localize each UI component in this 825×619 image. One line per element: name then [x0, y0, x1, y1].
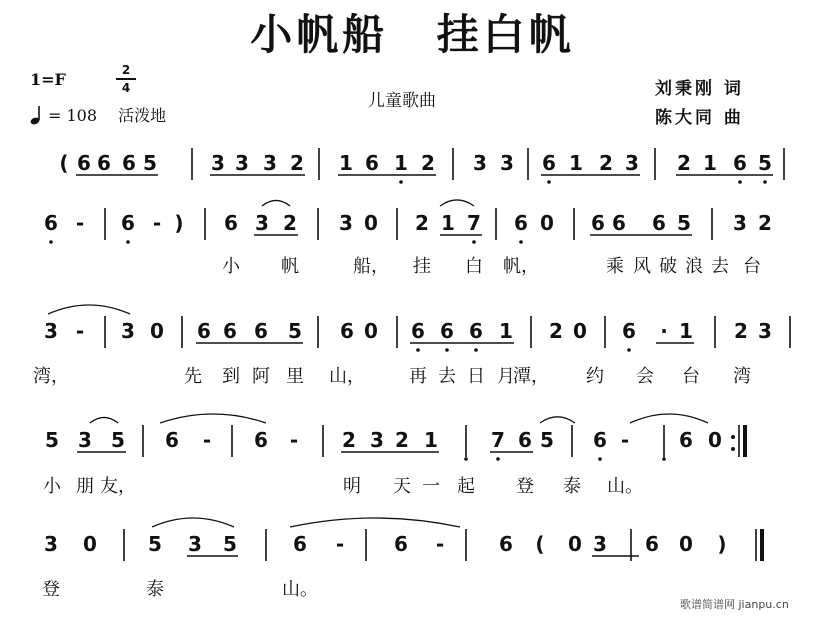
slur [48, 305, 130, 314]
note: 0 [540, 211, 554, 235]
lyric-syllable: 山。 [282, 579, 318, 600]
lyric-syllable: 小 [222, 256, 240, 277]
low-octave-dot [49, 240, 53, 244]
note: ) [174, 211, 184, 235]
note: 5 [758, 151, 772, 175]
final-thick-barline [760, 529, 764, 561]
note: 1 [569, 151, 583, 175]
note: · [660, 319, 668, 343]
note: 5 [223, 532, 237, 556]
note: 1 [339, 151, 353, 175]
note: 1 [394, 151, 408, 175]
note: 6 [394, 532, 408, 556]
note: 6 [518, 428, 532, 452]
lyric-syllable: 朋 [76, 476, 94, 497]
note: 6 [224, 211, 238, 235]
key-signature: 1=F [30, 70, 66, 89]
note: 6 [77, 151, 91, 175]
note: 2 [342, 428, 356, 452]
note: - [152, 211, 162, 235]
lyric-syllable: 友， [100, 476, 136, 497]
note: 5 [111, 428, 125, 452]
lyric-syllable: 去 [438, 366, 456, 387]
lyric-syllable: 潭， [513, 366, 549, 387]
note: 3 [235, 151, 249, 175]
note: 5 [540, 428, 554, 452]
note: 3 [263, 151, 277, 175]
note: 6 [593, 428, 607, 452]
lyric-syllable: 山， [329, 366, 365, 387]
lyric-syllable: 先 [184, 366, 202, 387]
lyric-syllable: 起 [457, 476, 475, 497]
note: 6 [733, 151, 747, 175]
note: - [335, 532, 345, 556]
note: 0 [679, 532, 693, 556]
lyric-syllable: 山。 [607, 476, 643, 497]
low-octave-dot [399, 180, 403, 184]
note: 7 [467, 211, 481, 235]
lyric-syllable: 小 [43, 476, 61, 497]
note: 6 [514, 211, 528, 235]
low-octave-dot [416, 348, 420, 352]
note: 3 [78, 428, 92, 452]
lyric-syllable: 到 [222, 366, 240, 387]
note: - [75, 211, 85, 235]
lyric-syllable: 浪 [685, 256, 703, 277]
note: 2 [290, 151, 304, 175]
note: 6 [223, 319, 237, 343]
low-octave-dot [496, 457, 500, 461]
lyric-syllable: 一 [422, 476, 440, 497]
note: 3 [44, 532, 58, 556]
note: 3 [255, 211, 269, 235]
lyric-syllable: 再 [409, 366, 427, 387]
note: 2 [415, 211, 429, 235]
low-octave-dot [763, 180, 767, 184]
note: ( [535, 532, 545, 556]
low-octave-dot [464, 457, 468, 461]
note: 3 [188, 532, 202, 556]
lyric-syllable: 约 [586, 366, 604, 387]
note: 6 [165, 428, 179, 452]
time-signature-bottom: 4 [121, 80, 131, 95]
note: 6 [197, 319, 211, 343]
low-octave-dot [445, 348, 449, 352]
note: 6 [254, 319, 268, 343]
note: 3 [500, 151, 514, 175]
note: 6 [365, 151, 379, 175]
lyric-syllable: 登 [516, 476, 534, 497]
note: 2 [283, 211, 297, 235]
note: 6 [652, 211, 666, 235]
note: 0 [83, 532, 97, 556]
low-octave-dot [738, 180, 742, 184]
note: 6 [469, 319, 483, 343]
low-octave-dot [474, 348, 478, 352]
repeat-thick-barline [743, 425, 747, 457]
note: 2 [758, 211, 772, 235]
low-octave-dot [126, 240, 130, 244]
note: 1 [499, 319, 513, 343]
note: 2 [677, 151, 691, 175]
note: 6 [293, 532, 307, 556]
lyric-syllable: 月 [497, 366, 515, 387]
lyric-syllable: 挂 [413, 256, 431, 277]
time-signature-top: 2 [121, 63, 131, 77]
slur [290, 518, 460, 527]
note: 5 [143, 151, 157, 175]
note: 5 [45, 428, 59, 452]
note: 6 [499, 532, 513, 556]
lyric-syllable: 阿 [252, 366, 270, 387]
note: 6 [44, 211, 58, 235]
note: 6 [622, 319, 636, 343]
lyricist-credit: 刘秉刚 词 [655, 79, 744, 99]
lyric-syllable: 帆， [503, 256, 539, 277]
note: 5 [677, 211, 691, 235]
slur [540, 417, 575, 423]
note: 0 [708, 428, 722, 452]
lyric-syllable: 台 [743, 256, 761, 277]
lyric-syllable: 登 [42, 579, 60, 600]
slur [440, 200, 474, 206]
note: 6 [440, 319, 454, 343]
note: 6 [591, 211, 605, 235]
note: 5 [288, 319, 302, 343]
lyric-syllable: 船， [353, 256, 389, 277]
song-title: 小帆船 挂白帆 [250, 10, 575, 59]
note: 0 [573, 319, 587, 343]
note: 1 [441, 211, 455, 235]
note: 0 [568, 532, 582, 556]
note: 3 [121, 319, 135, 343]
note: 3 [473, 151, 487, 175]
slur [152, 518, 234, 527]
lyric-syllable: 日 [467, 366, 485, 387]
note: 6 [645, 532, 659, 556]
slur [630, 414, 708, 423]
note: 0 [150, 319, 164, 343]
slur [90, 417, 118, 423]
note: 0 [364, 319, 378, 343]
note: 3 [758, 319, 772, 343]
note: 2 [599, 151, 613, 175]
repeat-dot [731, 447, 735, 451]
note: 3 [44, 319, 58, 343]
note: - [75, 319, 85, 343]
tempo-expression: 活泼地 [118, 106, 167, 125]
low-octave-dot [547, 180, 551, 184]
lyric-syllable: 乘 [606, 256, 624, 277]
lyric-syllable: 里 [286, 366, 304, 387]
note: 6 [122, 151, 136, 175]
note: 0 [364, 211, 378, 235]
note: 6 [340, 319, 354, 343]
lyric-syllable: 去 [711, 256, 729, 277]
low-octave-dot [627, 348, 631, 352]
low-octave-dot [662, 457, 666, 461]
composer-credit: 陈大同 曲 [655, 108, 744, 128]
lyric-syllable: 天 [393, 476, 411, 497]
note: ) [717, 532, 727, 556]
lyric-syllable: 明 [343, 476, 361, 497]
genre-label: 儿童歌曲 [368, 91, 436, 111]
slur [160, 414, 266, 423]
note: 3 [733, 211, 747, 235]
note: 2 [549, 319, 563, 343]
repeat-dot [731, 435, 735, 439]
lyric-syllable: 白 [465, 256, 483, 277]
low-octave-dot [472, 240, 476, 244]
note: 2 [734, 319, 748, 343]
lyric-syllable: 帆 [281, 256, 299, 277]
tempo-value: = 108 [48, 106, 98, 125]
note: 6 [679, 428, 693, 452]
note: - [202, 428, 212, 452]
note: 7 [491, 428, 505, 452]
note: 1 [424, 428, 438, 452]
note: 3 [339, 211, 353, 235]
low-octave-dot [519, 240, 523, 244]
note: 2 [395, 428, 409, 452]
note: 5 [148, 532, 162, 556]
note: 6 [97, 151, 111, 175]
note: - [289, 428, 299, 452]
note: 6 [411, 319, 425, 343]
lyric-syllable: 风 [633, 256, 651, 277]
note: - [620, 428, 630, 452]
slur [262, 200, 290, 206]
note: 1 [703, 151, 717, 175]
note: 3 [593, 532, 607, 556]
lyric-syllable: 湾， [33, 366, 69, 387]
note: 6 [612, 211, 626, 235]
note: 2 [421, 151, 435, 175]
low-octave-dot [598, 457, 602, 461]
note: 3 [370, 428, 384, 452]
note: 6 [121, 211, 135, 235]
lyric-syllable: 泰 [146, 579, 164, 600]
lyric-syllable: 台 [682, 366, 700, 387]
lyric-syllable: 会 [636, 366, 654, 387]
lyric-syllable: 湾 [733, 366, 751, 387]
note: 3 [211, 151, 225, 175]
lyric-syllable: 泰 [563, 476, 581, 497]
note: 6 [254, 428, 268, 452]
note: 1 [679, 319, 693, 343]
lyric-syllable: 破 [659, 256, 677, 277]
watermark: 歌谱简谱网 jianpu.cn [680, 598, 789, 611]
note: 6 [542, 151, 556, 175]
note: - [435, 532, 445, 556]
note: ( [59, 151, 69, 175]
note: 3 [625, 151, 639, 175]
